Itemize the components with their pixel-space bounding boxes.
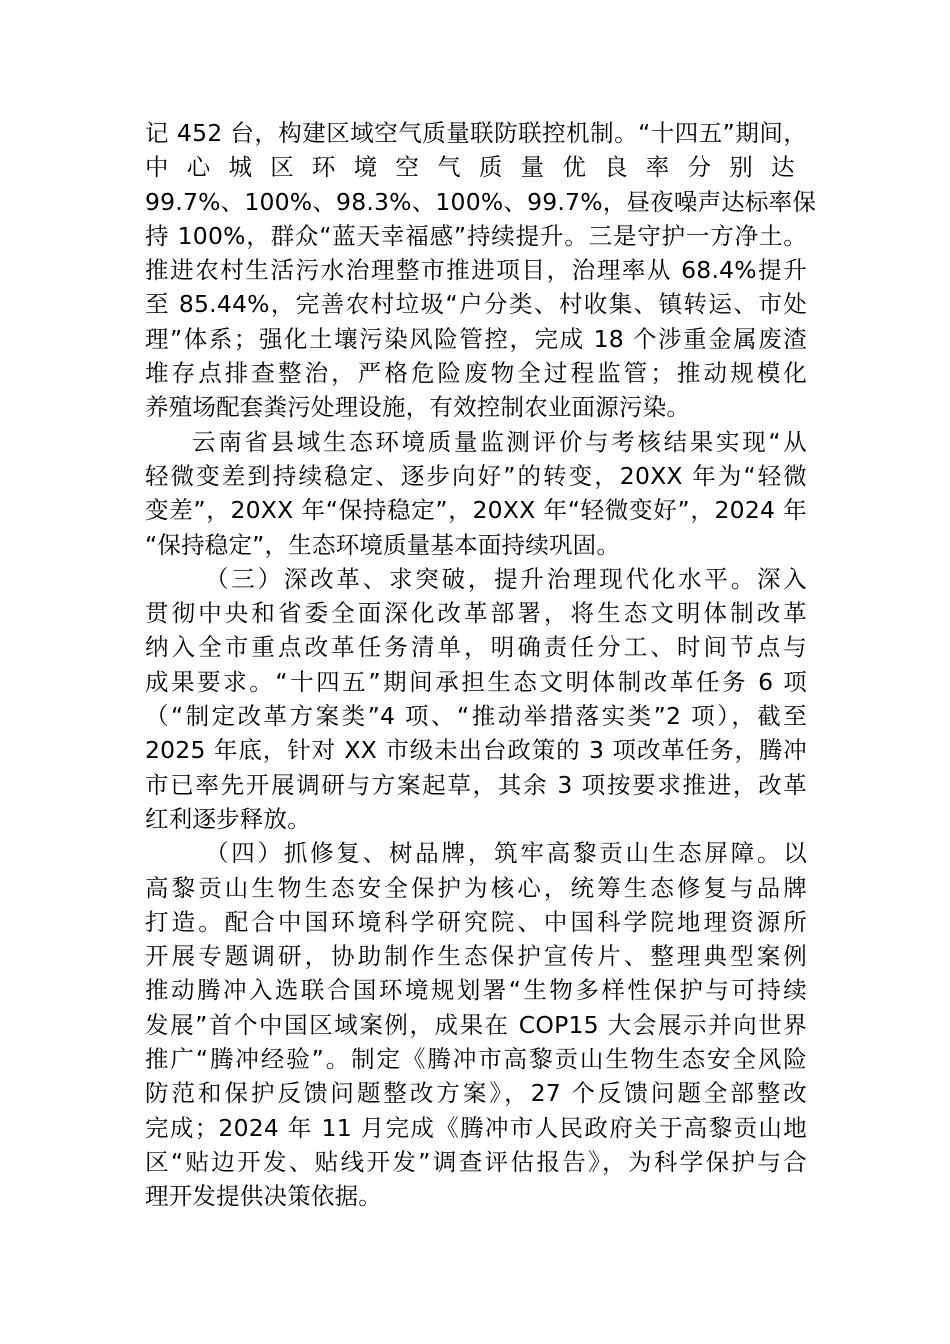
text-line: 推进农村生活污水治理整市推进项目，治理率从 68.4%提升 bbox=[145, 256, 807, 285]
text-line: 完成；2024 年 11 月完成《腾冲市人民政府关于高黎贡山地 bbox=[145, 1113, 807, 1142]
text-line: 纳入全市重点改革任务清单，明确责任分工、时间节点与 bbox=[145, 633, 807, 662]
text-line: 高黎贡山生物生态安全保护为核心，统筹生态修复与品牌 bbox=[145, 873, 807, 902]
text-line: 红利逐步释放。 bbox=[145, 804, 311, 833]
text-line: 开展专题调研，协助制作生态保护宣传片、整理典型案例 bbox=[145, 942, 807, 971]
text-line: 99.7%、100%、98.3%、100%、99.7%，昼夜噪声达标率保 bbox=[145, 187, 817, 216]
text-line: 推动腾冲入选联合国环境规划署“生物多样性保护与可持续 bbox=[145, 976, 807, 1005]
paragraph-air-soil-quality bbox=[145, 116, 817, 425]
section-three-reform bbox=[145, 562, 807, 836]
text-line: “保持稳定”，生态环境质量基本面持续巩固。 bbox=[145, 530, 621, 559]
text-line: 防范和保护反馈问题整改方案》，27 个反馈问题全部整改 bbox=[145, 1079, 807, 1108]
document-body bbox=[145, 116, 817, 1214]
text-line: 推广“腾冲经验”。制定《腾冲市高黎贡山生物生态安全风险 bbox=[145, 1045, 807, 1074]
section-heading-line: （三）深改革、求突破，提升治理现代化水平。深入 bbox=[205, 564, 807, 593]
text-line: （“制定改革方案类”4 项、“推动举措落实类”2 项），截至 bbox=[145, 702, 807, 731]
text-line: 市已率先开展调研与方案起草，其余 3 项按要求推进，改革 bbox=[145, 770, 807, 799]
text-line: 至 85.44%，完善农村垃圾“户分类、村收集、镇转运、市处 bbox=[145, 290, 807, 319]
section-heading-line: （四）抓修复、树品牌，筑牢高黎贡山生态屏障。以 bbox=[205, 839, 807, 868]
text-line: 变差”，20XX 年“保持稳定”，20XX 年“轻微变好”，2024 年 bbox=[145, 496, 807, 525]
text-line: 成果要求。“十四五”期间承担生态文明体制改革任务 6 项 bbox=[145, 667, 807, 696]
text-line: 贯彻中央和省委全面深化改革部署，将生态文明体制改革 bbox=[145, 599, 807, 628]
section-four-restoration bbox=[145, 836, 807, 1213]
text-line: 记 452 台，构建区域空气质量联防联控机制。“十四五”期间， bbox=[145, 119, 807, 147]
text-line: 云南省县域生态环境质量监测评价与考核结果实现“从 bbox=[192, 427, 807, 456]
text-line: 2025 年底，针对 XX 市级未出台政策的 3 项改革任务，腾冲 bbox=[145, 736, 807, 765]
text-line: 发展”首个中国区域案例，成果在 COP15 大会展示并向世界 bbox=[145, 1010, 807, 1039]
text-line: 轻微变差到持续稳定、逐步向好”的转变，20XX 年为“轻微 bbox=[145, 461, 807, 490]
text-line: 区“贴边开发、贴线开发”调查评估报告》，为科学保护与合 bbox=[145, 1147, 807, 1176]
text-line: 养殖场配套粪污处理设施，有效控制农业面源污染。 bbox=[145, 393, 691, 422]
text-line: 中心城区环境空气质量优良率分别达 bbox=[145, 153, 807, 182]
text-line: 堆存点排查整治，严格危险废物全过程监管；推动规模化 bbox=[145, 359, 807, 388]
text-line: 持 100%，群众“蓝天幸福感”持续提升。三是守护一方净土。 bbox=[145, 221, 807, 250]
text-line: 理”体系；强化土壤污染风险管控，完成 18 个涉重金属废渣 bbox=[145, 324, 807, 353]
text-line: 理开发提供决策依据。 bbox=[145, 1182, 382, 1211]
paragraph-yunnan-assessment bbox=[145, 425, 807, 562]
text-line: 打造。配合中国环境科学研究院、中国科学院地理资源所 bbox=[145, 907, 807, 936]
